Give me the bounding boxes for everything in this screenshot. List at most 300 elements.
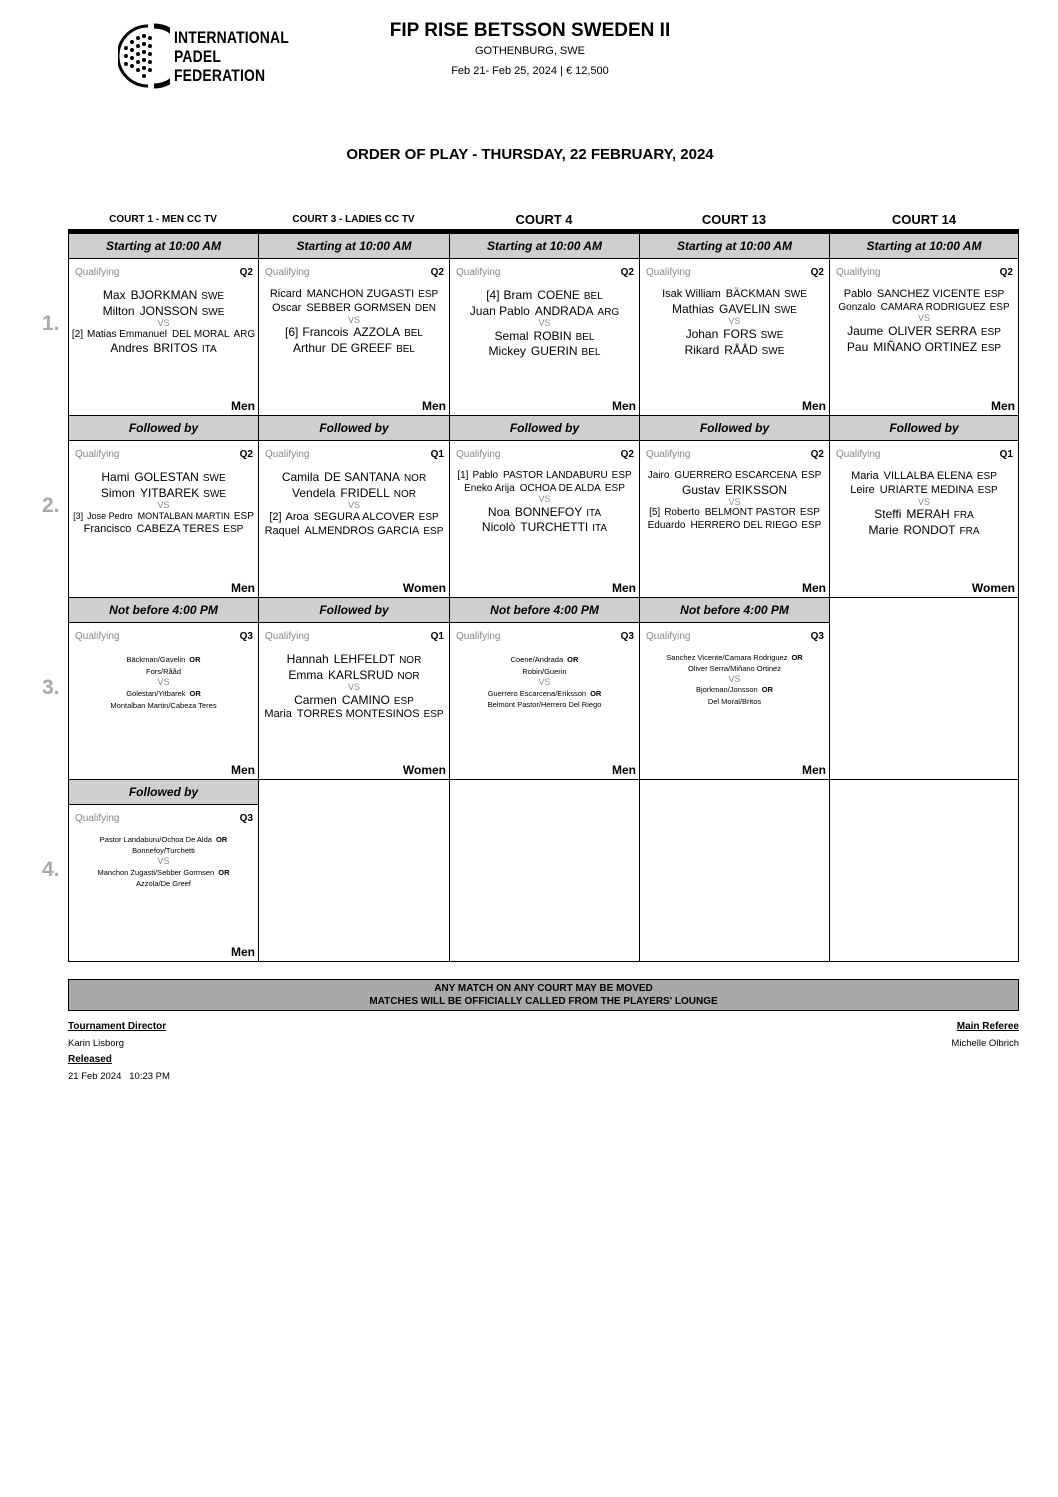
vs-label: VS (728, 316, 741, 327)
player-nationality: ESP (799, 507, 820, 519)
player-nationality: ESP (611, 470, 632, 481)
player-line (640, 520, 829, 533)
player-line (69, 329, 258, 342)
player-nationality: ESP (418, 289, 439, 300)
category-label: Men (802, 763, 826, 777)
match-players (640, 652, 829, 708)
player-last-name: YITBAREK (139, 485, 200, 500)
match-cell (449, 233, 640, 416)
player-nationality: NOR (403, 473, 427, 484)
player-line (640, 483, 829, 498)
category-label: Men (802, 399, 826, 413)
category-label: Men (231, 581, 255, 595)
player-line (259, 288, 449, 302)
winner-team: Oliver Serra/Miñano Ortinez (688, 664, 781, 674)
notice-banner (68, 979, 1019, 1011)
winner-line (450, 688, 639, 699)
or-label: OR (218, 868, 230, 878)
match-cell (68, 233, 259, 416)
player-last-name: HERRERO DEL RIEGO (690, 519, 798, 531)
player-first-name: Camila (281, 470, 320, 484)
winner-line (69, 834, 258, 845)
round-label: Q1 (430, 631, 444, 642)
qualifying-label: Qualifying (75, 449, 120, 460)
player-last-name: OLIVER SERRA (888, 324, 977, 339)
player-line (69, 486, 258, 502)
court-header: COURT 4 (515, 212, 573, 227)
category-label: Men (231, 399, 255, 413)
player-last-name: MONTALBAN MARTIN (137, 510, 230, 521)
player-line (450, 288, 639, 304)
player-first-name: Johan (685, 327, 719, 342)
player-seed: [3] (73, 510, 84, 521)
player-first-name: Mickey (488, 344, 526, 359)
winner-team: Fors/Rååd (145, 667, 181, 676)
player-last-name: MANCHON ZUGASTI (306, 288, 415, 300)
round-label: Q3 (239, 631, 253, 642)
row-number: 3. (42, 676, 60, 699)
player-last-name: ANDRADA (534, 303, 594, 318)
winner-team: Golestan/Yitbarek (126, 688, 186, 698)
player-nationality: ESP (801, 519, 822, 531)
match-time-header: Followed by (450, 416, 639, 441)
player-last-name: GAVELIN (719, 301, 771, 316)
player-last-name: JONSSON (139, 303, 198, 318)
player-nationality: NOR (393, 488, 416, 500)
player-last-name: FORS (723, 327, 757, 342)
player-last-name: BJORKMAN (130, 288, 198, 302)
empty-cell (829, 779, 1019, 962)
match-players (69, 834, 258, 890)
player-nationality: ESP (977, 484, 998, 496)
player-line (259, 708, 449, 722)
player-last-name: DE SANTANA (324, 470, 400, 484)
winner-team: Manchon Zugasti/Sebber Gormsen (97, 868, 215, 878)
player-last-name: MIÑANO ORTINEZ (873, 339, 978, 354)
match-time-header: Not before 4:00 PM (450, 598, 639, 623)
match-cell (258, 597, 450, 780)
or-label: OR (590, 688, 602, 698)
round-label: Q2 (620, 267, 634, 278)
or-label: OR (215, 835, 228, 844)
match-cell (449, 415, 640, 598)
winner-team: Guerrero Escarcena/Eriksson (487, 688, 587, 698)
tournament-city: GOTHENBURG, SWE (474, 45, 585, 57)
vs-label: VS (157, 856, 170, 867)
player-line (450, 304, 639, 320)
vs-label: VS (157, 318, 170, 328)
match-time-header: Followed by (830, 416, 1018, 441)
court-header: COURT 3 - LADIES CC TV (292, 214, 415, 225)
player-first-name: Marie (868, 522, 899, 537)
player-line (69, 288, 258, 304)
player-first-name: Gustav (681, 482, 720, 497)
category-label: Women (971, 581, 1015, 595)
player-line (830, 288, 1018, 302)
logo-line-1: INTERNATIONAL (174, 28, 289, 47)
player-last-name: TURCHETTI (520, 520, 589, 535)
winner-line (640, 663, 829, 674)
player-line (640, 470, 829, 483)
player-first-name: Pablo (472, 470, 499, 481)
director-label: Tournament Director (68, 1021, 167, 1032)
player-nationality: SWE (784, 289, 807, 300)
winner-line (69, 654, 258, 666)
match-cell (829, 233, 1019, 416)
vs-label: VS (728, 673, 741, 684)
player-first-name: Gonzalo (838, 301, 876, 313)
player-line (69, 470, 258, 486)
player-first-name: Max (102, 288, 126, 302)
round-label: Q3 (620, 631, 634, 642)
player-nationality: NOR (399, 655, 422, 666)
match-players (259, 470, 449, 538)
vs-label: VS (917, 313, 930, 324)
match-players (450, 288, 639, 360)
round-label: Q2 (620, 449, 634, 460)
match-players (259, 288, 449, 356)
player-nationality: ITA (592, 523, 608, 535)
player-line (830, 324, 1018, 340)
player-first-name: Noa (487, 504, 510, 519)
match-time-header: Not before 4:00 PM (640, 598, 829, 623)
player-nationality: SWE (203, 488, 227, 500)
order-of-play-title: ORDER OF PLAY - THURSDAY, 22 FEBRUARY, 2024 (346, 146, 714, 163)
winner-team: Montalban Martin/Cabeza Teres (110, 700, 217, 710)
player-line (450, 505, 639, 521)
player-nationality: ESP (976, 471, 997, 482)
category-label: Men (231, 763, 255, 777)
player-line (259, 668, 449, 684)
player-nationality: SWE (774, 304, 797, 316)
match-cell (449, 597, 640, 780)
player-nationality: ESP (233, 510, 254, 522)
player-first-name: Hannah (286, 652, 329, 666)
player-first-name: Bram (503, 288, 533, 302)
qualifying-label: Qualifying (646, 449, 691, 460)
player-last-name: ROBIN (533, 328, 572, 343)
vs-label: VS (538, 318, 551, 328)
vs-label: VS (347, 500, 360, 510)
vs-label: VS (538, 494, 551, 504)
tournament-dates: Feb 21- Feb 25, 2024 | € 12,500 (451, 65, 609, 77)
player-first-name: Pau (846, 339, 869, 354)
winner-team: Bonnefoy/Turchetti (132, 846, 195, 856)
match-cell (258, 415, 450, 598)
player-last-name: OCHOA DE ALDA (519, 482, 601, 494)
match-players (640, 288, 829, 358)
released-label: Released (68, 1054, 112, 1065)
player-first-name: Jose Pedro (87, 510, 133, 521)
player-nationality: BEL (404, 328, 423, 340)
player-nationality: ESP (981, 342, 1002, 354)
player-nationality: ESP (393, 695, 414, 707)
match-time-header: Followed by (69, 780, 258, 805)
qualifying-label: Qualifying (836, 449, 881, 460)
round-label: Q2 (430, 267, 444, 278)
match-players (69, 288, 258, 357)
player-last-name: ERIKSSON (725, 482, 788, 497)
qualifying-label: Qualifying (646, 631, 691, 642)
player-nationality: ESP (980, 327, 1001, 339)
vs-label: VS (917, 496, 930, 507)
category-label: Women (402, 581, 446, 595)
match-players (69, 654, 258, 711)
empty-cell (449, 779, 640, 962)
winner-line (69, 688, 258, 700)
match-cell (639, 233, 830, 416)
player-last-name: MERAH (906, 507, 950, 522)
match-time-header: Followed by (259, 598, 449, 623)
vs-label: VS (157, 500, 170, 510)
match-time-header: Starting at 10:00 AM (259, 234, 449, 259)
player-last-name: VILLALBA ELENA (883, 470, 973, 482)
round-label: Q1 (999, 449, 1013, 460)
player-last-name: CAMARA RODRIGUEZ (880, 301, 986, 313)
player-first-name: Ricard (269, 288, 302, 300)
winner-line (69, 700, 258, 711)
category-label: Men (422, 399, 446, 413)
player-first-name: Simon (100, 485, 135, 500)
tournament-title: FIP RISE BETSSON SWEDEN II (389, 20, 671, 41)
player-line (69, 523, 258, 537)
notice-line-1: ANY MATCH ON ANY COURT MAY BE MOVED (434, 983, 653, 994)
player-line (830, 523, 1018, 539)
match-players (450, 470, 639, 536)
logo-line-3: FEDERATION (174, 66, 266, 85)
player-first-name: Arthur (293, 340, 326, 355)
player-nationality: ESP (418, 511, 439, 523)
player-nationality: SWE (201, 291, 225, 302)
or-label: OR (189, 655, 201, 664)
player-nationality: ESP (801, 470, 822, 481)
player-last-name: CABEZA TERES (136, 523, 220, 536)
player-first-name: Matias Emmanuel (87, 328, 168, 340)
empty-cell (258, 779, 450, 962)
player-last-name: LEHFELDT (333, 652, 396, 666)
player-nationality: FRA (959, 525, 980, 537)
vs-label: VS (347, 682, 360, 692)
referee-name: Michelle Olbrich (951, 1038, 1019, 1049)
player-nationality: ESP (604, 482, 625, 494)
player-line (259, 325, 449, 341)
winner-team: Pastor Landaburu/Ochoa De Alda (99, 835, 212, 844)
player-nationality: BEL (581, 347, 601, 359)
player-nationality: ARG (597, 306, 620, 318)
vs-label: VS (347, 314, 360, 325)
qualifying-label: Qualifying (265, 267, 310, 278)
player-seed: [4] (486, 288, 500, 302)
row-number: 2. (42, 494, 60, 517)
player-seed: [2] (269, 510, 282, 523)
fip-ball-icon (118, 22, 170, 90)
match-cell (68, 597, 259, 780)
match-time-header: Followed by (640, 416, 829, 441)
winner-team: Belmont Pastor/Herrero Del Riego (487, 700, 602, 710)
logo-line-2: PADEL (174, 47, 222, 66)
winner-line (450, 654, 639, 666)
winner-team: Sanchez Vicente/Camara Rodriguez (666, 653, 788, 662)
match-cell (258, 233, 450, 416)
player-first-name: Milton (102, 303, 135, 318)
player-first-name: Hami (101, 470, 130, 484)
player-last-name: CAMINO (341, 692, 390, 707)
player-last-name: GOLESTAN (134, 470, 199, 484)
player-last-name: TORRES MONTESINOS (296, 708, 420, 721)
round-label: Q2 (239, 449, 253, 460)
round-label: Q2 (810, 267, 824, 278)
player-first-name: Francisco (83, 523, 132, 536)
player-line (69, 304, 258, 320)
empty-cell (639, 779, 830, 962)
player-last-name: KARLSRUD (328, 667, 394, 682)
director-name: Karin Lisborg (68, 1038, 124, 1049)
player-first-name: Maria (264, 708, 292, 721)
player-last-name: BONNEFOY (514, 504, 583, 519)
player-seed: [2] (71, 328, 83, 340)
player-seed: [6] (285, 325, 299, 340)
player-first-name: Leire (850, 483, 875, 496)
or-label: OR (761, 685, 773, 695)
qualifying-label: Qualifying (75, 631, 120, 642)
fip-logo (118, 22, 288, 92)
player-line (640, 327, 829, 343)
empty-cell (829, 597, 1019, 780)
player-last-name: SEGURA ALCOVER (313, 510, 415, 523)
player-nationality: FRA (953, 510, 974, 522)
player-last-name: BELMONT PASTOR (704, 507, 796, 519)
or-label: OR (567, 655, 579, 664)
player-seed: [5] (649, 507, 661, 519)
player-nationality: ESP (984, 289, 1005, 300)
match-time-header: Followed by (259, 416, 449, 441)
player-line (259, 511, 449, 525)
category-label: Men (802, 581, 826, 595)
winner-line (640, 696, 829, 708)
player-last-name: AZZOLA (353, 325, 401, 340)
player-line (640, 507, 829, 520)
winner-team: Coene/Andrada (510, 655, 564, 664)
player-line (259, 693, 449, 709)
player-last-name: RÅÅD (724, 342, 758, 357)
player-nationality: SWE (202, 473, 226, 484)
player-last-name: DE GREEF (330, 340, 393, 355)
match-time-header: Starting at 10:00 AM (830, 234, 1018, 259)
player-first-name: Jairo (647, 470, 670, 481)
player-last-name: ALMENDROS GARCIA (304, 524, 420, 537)
player-nationality: SWE (760, 330, 784, 342)
match-time-header: Starting at 10:00 AM (640, 234, 829, 259)
vs-label: VS (538, 677, 551, 687)
player-first-name: Andres (110, 341, 149, 356)
winner-team: Del Moral/Britos (707, 697, 762, 707)
qualifying-label: Qualifying (836, 267, 881, 278)
player-nationality: ITA (586, 507, 602, 519)
player-line (259, 652, 449, 668)
player-first-name: Nicolò (481, 520, 516, 535)
player-first-name: Isak William (662, 288, 721, 300)
player-nationality: DEN (414, 302, 436, 314)
player-line (640, 302, 829, 318)
player-first-name: Carmen (294, 692, 337, 707)
round-label: Q3 (239, 813, 253, 824)
player-seed: [1] (457, 470, 469, 481)
player-line (830, 484, 1018, 498)
winner-line (640, 684, 829, 696)
court-header: COURT 14 (891, 212, 957, 227)
player-last-name: URIARTE MEDINA (879, 483, 974, 496)
player-last-name: GUERIN (530, 344, 578, 359)
match-time-header: Starting at 10:00 AM (450, 234, 639, 259)
player-last-name: COENE (537, 288, 580, 302)
player-nationality: SWE (201, 306, 225, 318)
player-first-name: Vendela (292, 485, 336, 500)
category-label: Men (612, 399, 636, 413)
winner-line (640, 652, 829, 663)
player-first-name: Steffi (874, 507, 902, 522)
winner-team: Bjorkman/Jonsson (696, 685, 758, 695)
player-nationality: ESP (423, 525, 444, 537)
player-first-name: Rikard (684, 342, 720, 357)
winner-team: Azzola/De Greef (135, 879, 192, 889)
player-first-name: Roberto (664, 507, 700, 519)
match-cell (68, 779, 259, 962)
winner-line (69, 867, 258, 878)
row-number: 1. (42, 312, 60, 335)
player-last-name: SANCHEZ VICENTE (876, 288, 981, 300)
player-first-name: Raquel (264, 524, 300, 537)
player-last-name: BÄCKMAN (725, 288, 781, 300)
match-players (69, 470, 258, 537)
winner-team: Robin/Guerin (522, 667, 567, 676)
player-last-name: FRIDELL (340, 485, 390, 500)
player-nationality: ESP (989, 301, 1010, 313)
player-first-name: Pablo (843, 288, 872, 300)
category-label: Men (231, 945, 255, 959)
player-first-name: Eneko Arija (464, 482, 515, 494)
player-line (69, 511, 258, 524)
round-label: Q2 (239, 267, 253, 278)
player-nationality: SWE (761, 345, 785, 357)
player-line (830, 507, 1018, 523)
vs-label: VS (728, 496, 741, 507)
match-cell (829, 415, 1019, 598)
category-label: Men (991, 399, 1015, 413)
referee-label: Main Referee (956, 1021, 1019, 1032)
court-header: COURT 1 - MEN CC TV (109, 214, 217, 225)
player-line (640, 288, 829, 302)
player-nationality: ESP (223, 524, 244, 536)
player-last-name: DEL MORAL (172, 328, 230, 340)
player-last-name: PASTOR LANDABURU (503, 470, 608, 481)
match-players (259, 652, 449, 722)
player-line (259, 486, 449, 502)
qualifying-label: Qualifying (75, 813, 120, 824)
or-label: OR (189, 688, 201, 698)
player-line (259, 525, 449, 539)
notice-line-2: MATCHES WILL BE OFFICIALLY CALLED FROM THE PLAYERS' LOUNGE (369, 996, 718, 1007)
player-line (830, 340, 1018, 356)
player-nationality: BEL (583, 291, 603, 302)
match-players (640, 470, 829, 532)
player-line (259, 470, 449, 486)
match-cell (639, 597, 830, 780)
player-first-name: Oscar (272, 301, 302, 314)
player-first-name: Maria (851, 470, 879, 482)
released-time: 21 Feb 2024 10:23 PM (68, 1071, 170, 1082)
player-first-name: Juan Pablo (469, 303, 530, 318)
qualifying-label: Qualifying (265, 449, 310, 460)
